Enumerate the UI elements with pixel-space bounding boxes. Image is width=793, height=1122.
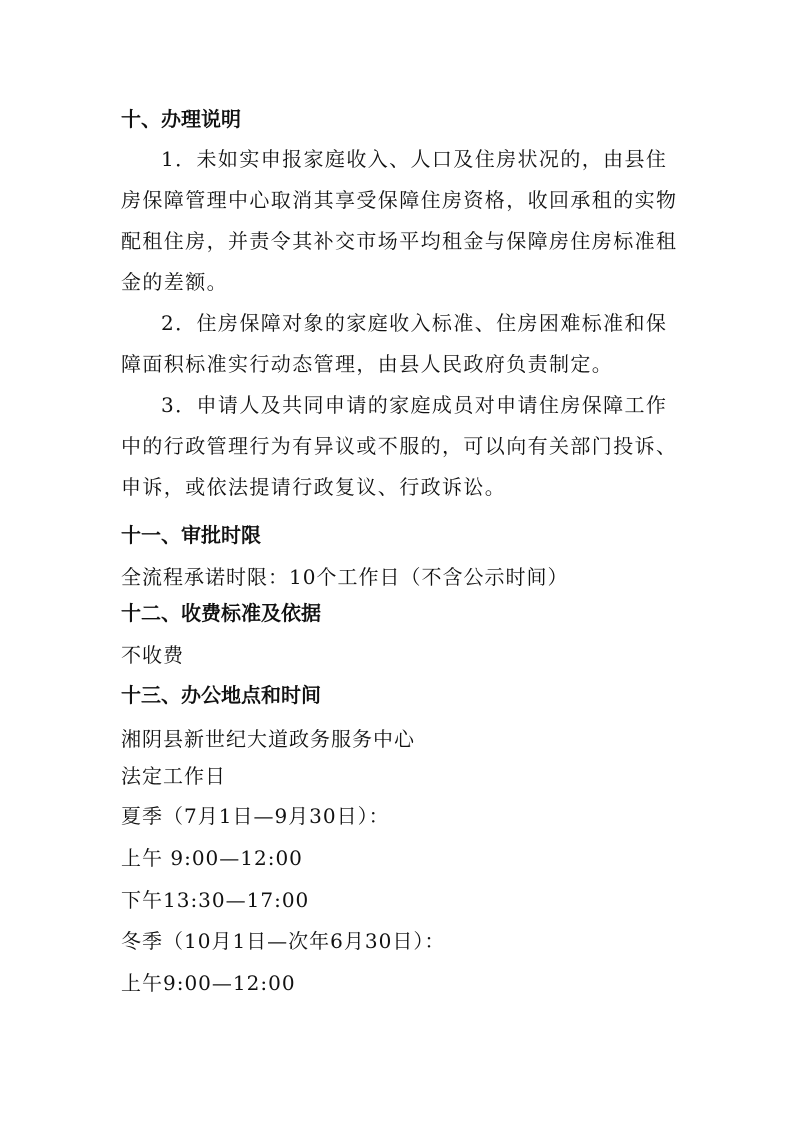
summer-morning-hours: 上午 9:00—12:00 xyxy=(121,846,303,870)
section-10-item-3: 3．申请人及共同申请的家庭成员对申请住房保障工作中的行政管理行为有异议或不服的，可以向有关部门投诉、申诉，或依法提请行政复议、行政诉讼。 xyxy=(121,393,678,499)
summer-season-label: 夏季（7月1日—9月30日）： xyxy=(121,804,390,828)
winter-season-label: 冬季（10月1日—次年6月30日）： xyxy=(121,929,446,953)
summer-afternoon-hours: 下午13:30—17:00 xyxy=(121,888,310,912)
section-12-heading: 十二、收费标准及依据 xyxy=(121,601,321,625)
section-13-heading: 十三、办公地点和时间 xyxy=(121,683,321,707)
section-10-item-2: 2．住房保障对象的家庭收入标准、住房困难标准和保障面积标准实行动态管理，由县人民政府负责制定。 xyxy=(121,311,668,376)
winter-morning-hours: 上午9:00—12:00 xyxy=(121,971,296,995)
section-10-item-1: 1．未如实申报家庭收入、人口及住房状况的，由县住房保障管理中心取消其享受保障住房资格，收回承租的实物配租住房，并责令其补交市场平均租金与保障房住房标准租金的差额。 xyxy=(121,147,678,294)
section-11-heading: 十一、审批时限 xyxy=(121,523,261,547)
approval-time-limit: 全流程承诺时限：10个工作日（不含公示时间） xyxy=(121,565,569,589)
fee-standard-text: 不收费 xyxy=(121,643,184,667)
office-address: 湘阴县新世纪大道政务服务中心 xyxy=(121,727,415,751)
workday-label: 法定工作日 xyxy=(121,764,226,788)
section-10-heading: 十、办理说明 xyxy=(121,107,241,131)
